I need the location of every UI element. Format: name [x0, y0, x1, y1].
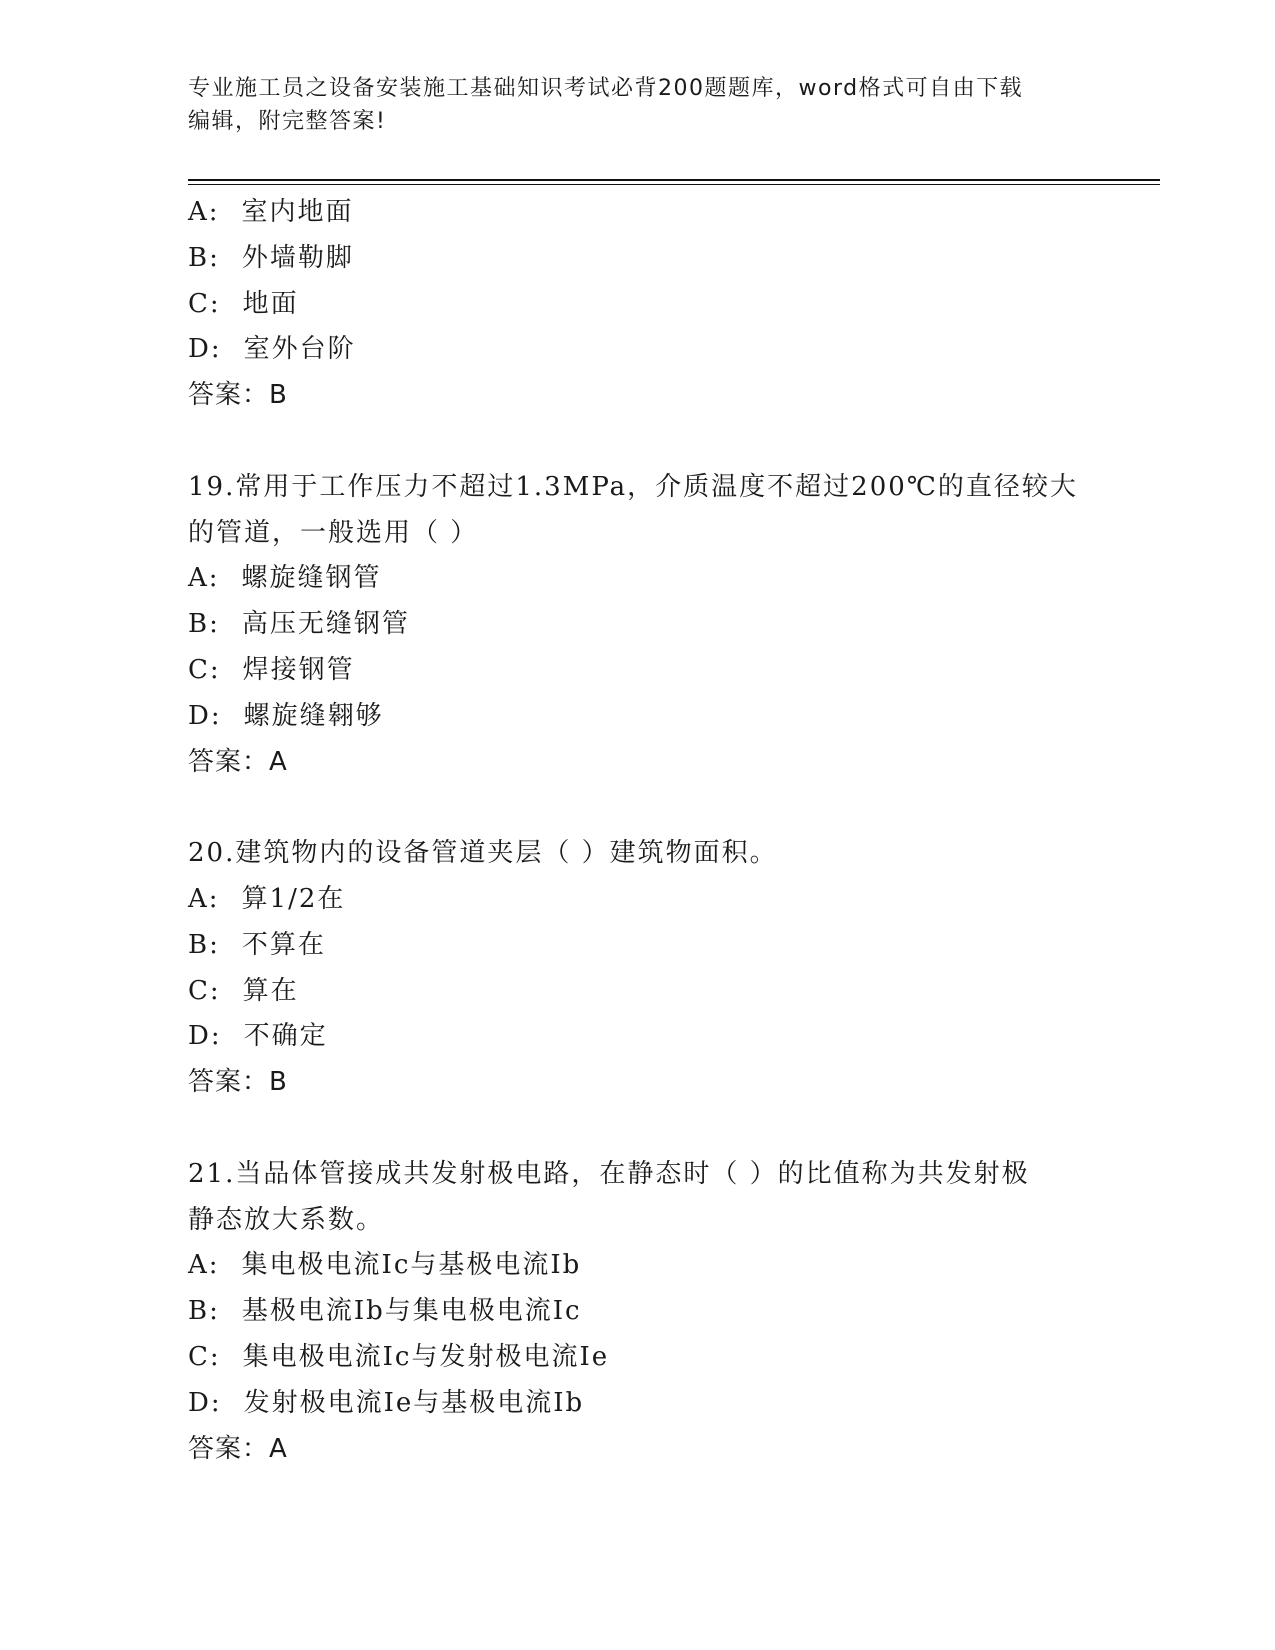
option-letter: D:	[188, 334, 222, 365]
question-19	[188, 465, 1148, 786]
option-text: 室外台阶	[243, 334, 356, 365]
question-list	[188, 190, 1148, 1472]
header-divider-thick	[188, 179, 1160, 181]
question-text-line-2: 静态放大系数。	[188, 1204, 385, 1235]
option-text: 集电极电流Ic与发射极电流Ie	[242, 1341, 610, 1372]
answer-value: B	[269, 380, 288, 411]
answer-line	[188, 373, 1148, 419]
option-b	[188, 923, 1148, 969]
header-line-2: 编辑，附完整答案!	[188, 109, 387, 134]
option-letter: B:	[188, 242, 220, 273]
option-d	[188, 1381, 1148, 1427]
answer-label: 答案：	[188, 746, 270, 777]
header-line-1: 专业施工员之设备安装施工基础知识考试必背200题题库，word格式可自由下载	[188, 76, 1024, 101]
option-text: 算在	[242, 975, 299, 1006]
option-text: 集电极电流Ic与基极电流Ib	[241, 1250, 582, 1281]
option-letter: A:	[188, 883, 220, 914]
option-letter: D:	[188, 700, 222, 731]
option-d	[188, 1014, 1148, 1060]
spacer	[188, 419, 1148, 465]
question-text-line-1: 21.当品体管接成共发射极电路，在静态时（ ）的比值称为共发射极	[188, 1158, 1030, 1189]
question-text-line-1: 19.常用于工作压力不超过1.3MPa，介质温度不超过200℃的直径较大	[188, 471, 1078, 502]
option-letter: B:	[188, 1296, 220, 1327]
option-text: 不确定	[243, 1021, 328, 1052]
option-text: 高压无缝钢管	[241, 609, 410, 640]
answer-label: 答案：	[188, 1433, 270, 1464]
question-18	[188, 190, 1148, 419]
answer-line	[188, 1060, 1148, 1106]
question-20	[188, 831, 1148, 1106]
spacer	[188, 1106, 1148, 1152]
option-a	[188, 877, 1148, 923]
answer-value: A	[269, 746, 288, 777]
question-21	[188, 1152, 1148, 1473]
option-text: 地面	[242, 288, 299, 319]
option-letter: B:	[188, 929, 220, 960]
spacer	[188, 785, 1148, 831]
option-letter: C:	[188, 1341, 221, 1372]
option-a	[188, 190, 1148, 236]
option-letter: A:	[188, 1250, 220, 1281]
answer-label: 答案：	[188, 380, 270, 411]
option-text: 螺旋缝钢管	[241, 563, 382, 594]
option-letter: A:	[188, 563, 220, 594]
option-b	[188, 602, 1148, 648]
answer-value: B	[269, 1067, 288, 1098]
question-text-line-1: 20.建筑物内的设备管道夹层（ ）建筑物面积。	[188, 838, 778, 869]
option-letter: C:	[188, 654, 221, 685]
option-c	[188, 969, 1148, 1015]
option-a	[188, 1243, 1148, 1289]
option-b	[188, 1289, 1148, 1335]
option-c	[188, 1335, 1148, 1381]
answer-value: A	[269, 1433, 288, 1464]
option-text: 焊接钢管	[242, 654, 355, 685]
option-d	[188, 327, 1148, 373]
option-c	[188, 282, 1148, 328]
answer-label: 答案：	[188, 1067, 270, 1098]
option-text: 不算在	[241, 929, 326, 960]
option-letter: C:	[188, 288, 221, 319]
option-text: 基极电流Ib与集电极电流Ic	[241, 1296, 582, 1327]
option-letter: D:	[188, 1021, 222, 1052]
answer-line	[188, 1427, 1148, 1473]
document-header	[188, 72, 1088, 138]
answer-line	[188, 740, 1148, 786]
option-c	[188, 648, 1148, 694]
question-text-line-2: 的管道，一般选用（ ）	[188, 517, 479, 548]
option-text: 外墙勒脚	[241, 242, 354, 273]
option-letter: C:	[188, 975, 221, 1006]
option-letter: B:	[188, 609, 220, 640]
option-text: 螺旋缝翱够	[243, 700, 384, 731]
option-letter: D:	[188, 1387, 222, 1418]
option-text: 算1/2在	[241, 883, 346, 914]
header-divider-thin	[188, 184, 1160, 185]
option-letter: A:	[188, 197, 220, 227]
option-text: 室内地面	[241, 197, 354, 227]
option-b	[188, 236, 1148, 282]
option-d	[188, 694, 1148, 740]
option-a	[188, 556, 1148, 602]
option-text: 发射极电流Ie与基极电流Ib	[243, 1387, 585, 1418]
